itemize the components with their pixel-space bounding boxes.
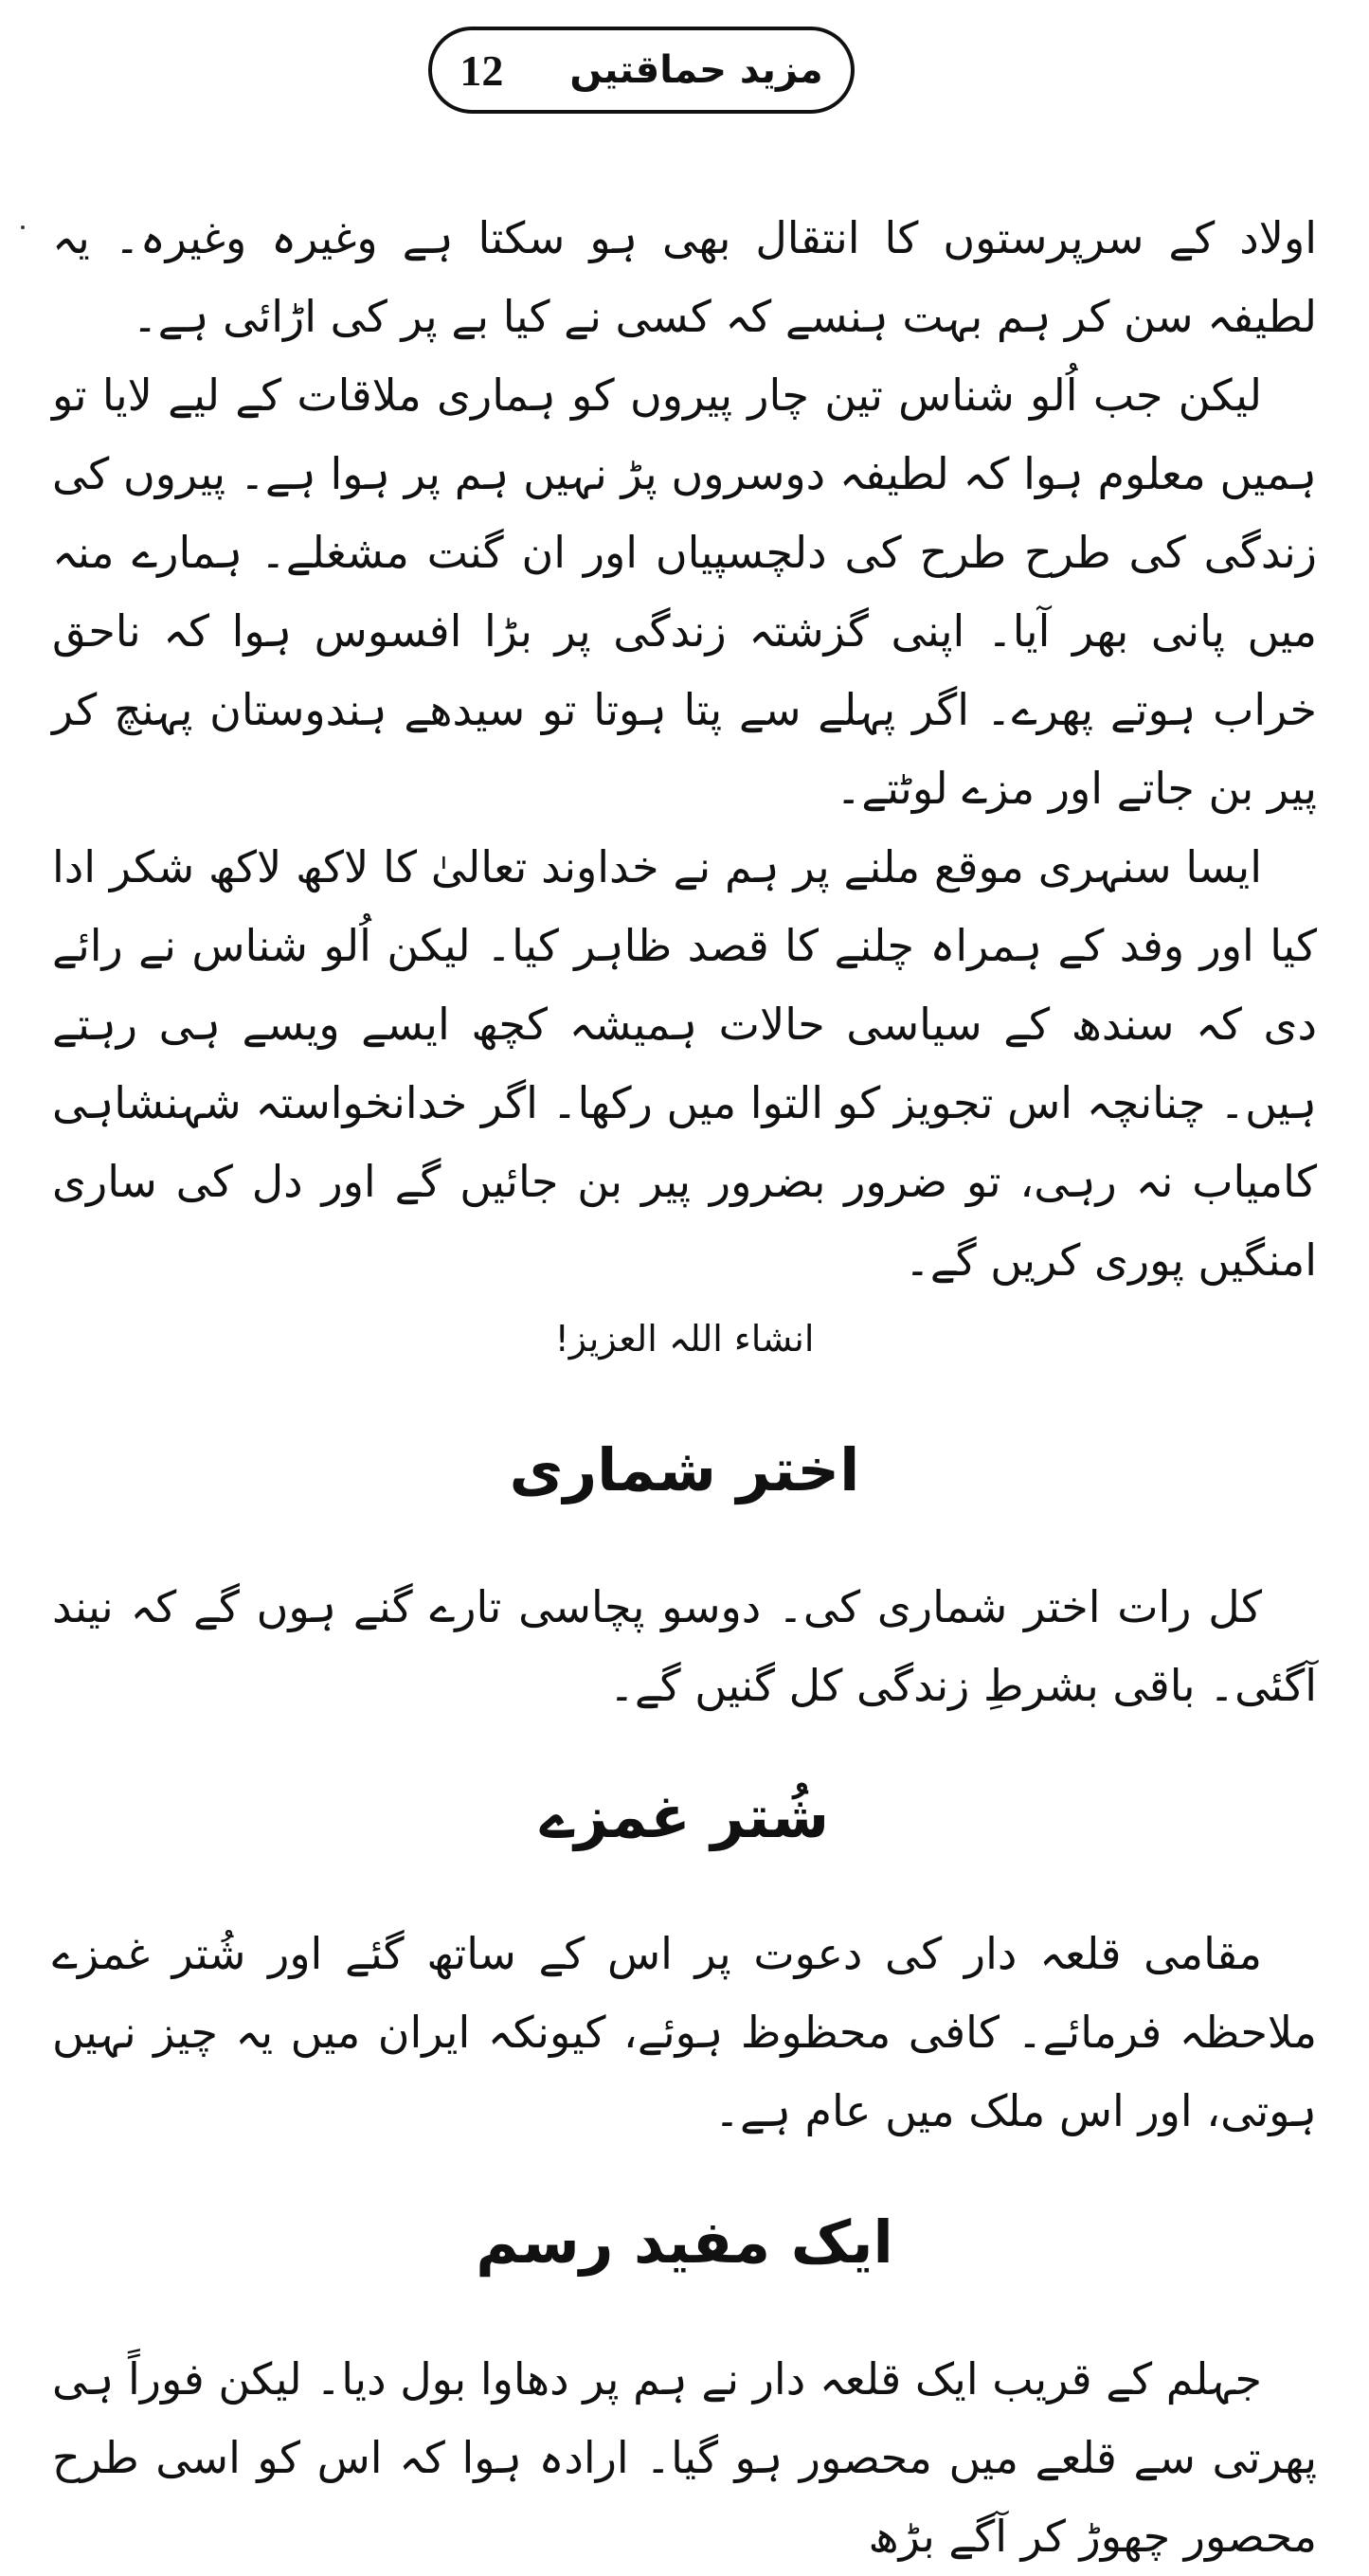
paragraph-continued: اولاد کے سرپرستوں کا انتقال بھی ہو سکتا ہے وغیرہ وغیرہ۔ یہ لطیفہ سن کر ہم بہت ہنسے کہ کسی نے کیا بے پر کی اڑائی ہے۔ bbox=[52, 212, 1317, 342]
section-text: مقامی قلعہ دار کی دعوت پر اس کے ساتھ گئے اور شُتر غمزے ملاحظہ فرمائے۔ کافی محظوظ ہوئے، کیونکہ ایران میں یہ چیز نہیں ہوتی، اور اس ملک میں عام ہے۔ bbox=[52, 1928, 1317, 2136]
section-heading: ایک مفید رسم bbox=[476, 2207, 893, 2277]
running-title: مزید حماقتیں bbox=[569, 48, 823, 92]
section-heading: شُتر غمزے bbox=[539, 1782, 830, 1851]
page-header bbox=[428, 27, 855, 114]
page-body bbox=[52, 199, 1317, 2576]
section-text: جہلم کے قریب ایک قلعہ دار نے ہم پر دھاوا بول دیا۔ لیکن فوراً ہی پھرتی سے قلعے میں محصور ہو گیا۔ ارادہ ہوا کہ اس کو اسی طرح محصور چھوڑ کر آگے بڑھ bbox=[52, 2353, 1317, 2562]
scan-speck bbox=[21, 225, 25, 229]
closing-phrase: انشاء اللہ العزیز! bbox=[554, 1318, 815, 1360]
paragraph: ایسا سنہری موقع ملنے پر ہم نے خداوند تعالیٰ کا لاکھ لاکھ شکر ادا کیا اور وفد کے ہمراہ چلنے کا قصد ظاہر کیا۔ لیکن اُلو شناس نے رائے دی کہ سندھ کے سیاسی حالات ہمیشہ کچھ ایسے ویسے ہی رہتے ہیں۔ چنانچہ اس تجویز کو التوا میں رکھا۔ اگر خدانخواستہ شہنشاہی کامیاب نہ رہی، تو ضرور بضرور پیر بن جائیں گے اور دل کی ساری امنگیں پوری کریں گے۔ bbox=[52, 841, 1317, 1286]
section-heading: اختر شماری bbox=[509, 1435, 860, 1504]
page-number: 12 bbox=[459, 45, 504, 95]
section-text: کل رات اختر شماری کی۔ دوسو پچاسی تارے گنے ہوں گے کہ نیند آگئی۔ باقی بشرطِ زندگی کل گنیں گے۔ bbox=[52, 1581, 1317, 1711]
paragraph: لیکن جب اُلو شناس تین چار پیروں کو ہماری ملاقات کے لیے لایا تو ہمیں معلوم ہوا کہ لطیفہ دوسروں پڑ نہیں ہم پر ہوا ہے۔ پیروں کی زندگی کی طرح طرح کی دلچسپیاں اور ان گنت مشغلے۔ ہمارے منہ میں پانی بھر آیا۔ اپنی گزشتہ زندگی پر بڑا افسوس ہوا کہ ناحق خراب ہوتے پھرے۔ اگر پہلے سے پتا ہوتا تو سیدھے ہندوستان پہنچ کر پیر بن جاتے اور مزے لوٹتے۔ bbox=[52, 369, 1317, 814]
